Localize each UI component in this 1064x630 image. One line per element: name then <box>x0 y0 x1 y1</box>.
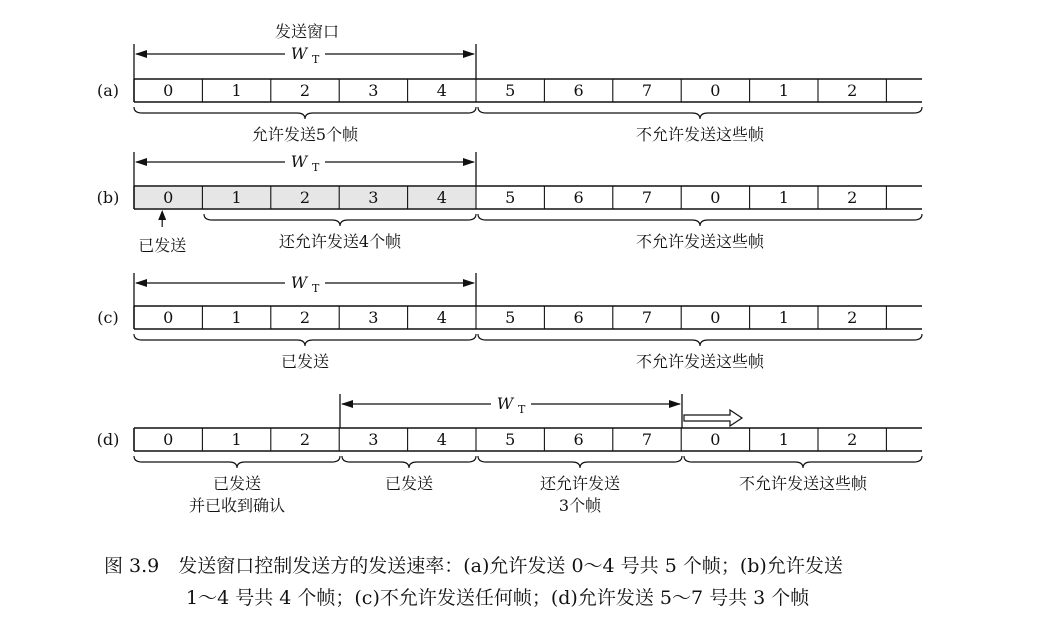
window-arrowhead-right <box>463 50 475 58</box>
brace-label: 不允许发送这些帧 <box>738 474 868 493</box>
frame-number: 1 <box>778 430 789 449</box>
window-size-symbol: W <box>290 152 308 171</box>
brace-1 <box>134 456 340 468</box>
frame-number: 4 <box>436 430 447 449</box>
frame-number: 6 <box>573 308 584 327</box>
frame-number: 6 <box>573 188 584 207</box>
window-arrowhead-left <box>341 400 353 408</box>
brace-label: 不允许发送这些帧 <box>635 352 765 371</box>
frame-number: 1 <box>231 430 242 449</box>
frame-number: 6 <box>573 81 584 100</box>
brace-1 <box>134 334 476 346</box>
frame-number: 0 <box>710 188 721 207</box>
brace-label: 3个帧 <box>558 496 602 515</box>
frame-number: 2 <box>847 308 858 327</box>
sent-pointer-arrowhead <box>158 210 166 220</box>
window-size-subscript: T <box>312 161 320 174</box>
brace-2 <box>478 214 922 226</box>
figure-caption-line-1: 图 3.9 发送窗口控制发送方的发送速率：(a)允许发送 0～4 号共 5 个帧；(b)允许发送 <box>104 555 843 577</box>
frame-number: 0 <box>163 430 174 449</box>
frame-number: 0 <box>710 81 721 100</box>
window-arrow-2 <box>134 273 476 306</box>
slide-direction-arrow <box>684 410 742 426</box>
window-arrowhead-left <box>135 158 147 166</box>
frame-number: 2 <box>299 308 311 327</box>
brace-label: 不允许发送这些帧 <box>635 125 765 144</box>
window-arrowhead-left <box>135 279 147 287</box>
brace-label: 已发送 <box>280 352 330 371</box>
frame-number: 1 <box>231 308 242 327</box>
row-label: (d) <box>96 430 120 449</box>
window-arrowhead-right <box>463 158 475 166</box>
frame-row-1 <box>97 79 922 144</box>
frame-number: 2 <box>299 81 311 100</box>
frame-number: 2 <box>847 430 858 449</box>
brace-label: 并已收到确认 <box>188 496 286 515</box>
frame-number: 1 <box>231 81 242 100</box>
brace-label: 已发送 <box>384 474 434 493</box>
window-arrowhead-right <box>463 279 475 287</box>
window-title: 发送窗口 <box>274 22 340 41</box>
brace-label: 还允许发送 <box>539 474 621 493</box>
frame-number: 5 <box>505 308 516 327</box>
window-size-symbol: W <box>290 273 308 292</box>
window-size-symbol: W <box>496 394 514 413</box>
frame-number: 4 <box>436 308 447 327</box>
row-label: (b) <box>96 188 120 207</box>
window-arrowhead-right <box>669 400 681 408</box>
window-size-subscript: T <box>518 403 526 416</box>
sent-marker-label: 已发送 <box>138 236 187 255</box>
row-label: (a) <box>96 81 120 100</box>
frame-number: 1 <box>778 188 789 207</box>
frame-number: 2 <box>299 430 311 449</box>
brace-1 <box>134 107 476 119</box>
brace-4 <box>684 456 922 468</box>
frame-number: 1 <box>231 188 242 207</box>
frame-number: 5 <box>505 188 516 207</box>
brace-2 <box>478 334 922 346</box>
brace-label: 还允许发送4个帧 <box>278 232 402 251</box>
frame-number: 0 <box>710 430 721 449</box>
window-arrowhead-left <box>135 50 147 58</box>
window-arrow-0 <box>134 44 476 79</box>
brace-label: 不允许发送这些帧 <box>635 232 765 251</box>
frame-number: 6 <box>573 430 584 449</box>
frame-number: 1 <box>778 308 789 327</box>
frame-row-4 <box>97 428 922 515</box>
brace-3 <box>478 456 682 468</box>
window-arrow-1 <box>134 152 476 186</box>
frame-row-3 <box>97 306 922 371</box>
window-arrow-3 <box>340 394 682 428</box>
frame-number: 7 <box>641 308 653 327</box>
frame-number: 7 <box>641 430 653 449</box>
frame-number: 0 <box>163 308 174 327</box>
frame-number: 2 <box>847 81 858 100</box>
brace-label: 已发送 <box>212 474 262 493</box>
frame-number: 3 <box>368 430 379 449</box>
frame-number: 4 <box>436 81 447 100</box>
frame-number: 0 <box>710 308 721 327</box>
frame-number: 3 <box>368 81 379 100</box>
frame-number: 3 <box>368 308 379 327</box>
figure-caption-line-2: 1～4 号共 4 个帧；(c)不允许发送任何帧；(d)允许发送 5～7 号共 3 个帧 <box>186 587 810 609</box>
frame-number: 5 <box>505 81 516 100</box>
frame-number: 2 <box>847 188 858 207</box>
window-size-subscript: T <box>312 53 320 66</box>
brace-2 <box>342 456 476 468</box>
frame-number: 5 <box>505 430 516 449</box>
frame-number: 0 <box>163 81 174 100</box>
frame-number: 0 <box>163 188 174 207</box>
frame-number: 2 <box>299 188 311 207</box>
window-size-symbol: W <box>290 44 308 63</box>
frame-number: 4 <box>436 188 447 207</box>
row-label: (c) <box>97 308 119 327</box>
frame-number: 7 <box>641 188 653 207</box>
window-size-subscript: T <box>312 282 320 295</box>
frame-number: 1 <box>778 81 789 100</box>
brace-2 <box>478 107 922 119</box>
brace-1 <box>204 214 476 226</box>
frame-number: 3 <box>368 188 379 207</box>
brace-label: 允许发送5个帧 <box>251 125 359 144</box>
frame-number: 7 <box>641 81 653 100</box>
